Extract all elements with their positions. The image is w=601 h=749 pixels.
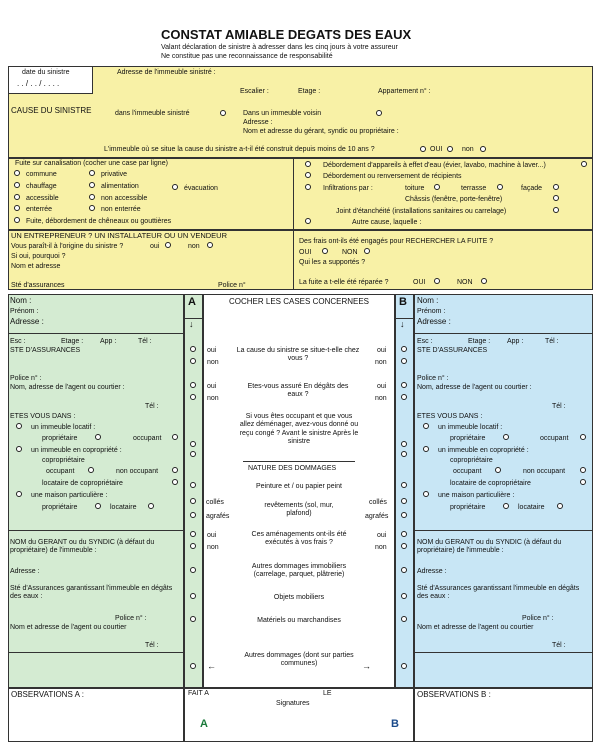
autre-cause-radio[interactable] (305, 218, 311, 224)
q2-a-non-radio[interactable] (190, 394, 196, 400)
address-label: Adresse de l'immeuble sinistré : (117, 69, 216, 76)
party-a-proprietaire-radio[interactable] (95, 434, 101, 440)
party-b-esc: Esc : (417, 338, 433, 345)
q3-b-apres-radio[interactable] (401, 451, 407, 457)
entrepreneur-police-label: Police n° (218, 282, 246, 289)
party-a-app: App : (100, 338, 117, 345)
fait-a-label: FAIT A (188, 690, 209, 697)
enterree-label: enterrée (26, 206, 53, 213)
party-a-adresse: Adresse : (10, 317, 44, 326)
party-a-adresse2: Adresse : (10, 568, 40, 575)
q2-a-oui-radio[interactable] (190, 382, 196, 388)
dix-ans-oui: OUI (430, 146, 443, 153)
materiels-label: Matériels ou marchandises (257, 617, 341, 624)
amenag-b-oui: oui (377, 532, 387, 539)
facade-label: façade (521, 185, 543, 192)
cocher-title: COCHER LES CASES CONCERNEES (228, 297, 370, 306)
party-b-non-occupant: non occupant (523, 468, 566, 475)
q1-label: La cause du sinistre se situe-t-elle chez vous ? (236, 347, 360, 363)
entrepreneur-non-radio[interactable] (207, 242, 213, 248)
objets-b-radio[interactable] (401, 593, 407, 599)
revetements-label: revêtements (sol, mur, plafond) (264, 502, 334, 518)
non-accessible-radio[interactable] (89, 194, 95, 200)
renversement-radio[interactable] (305, 172, 311, 178)
party-a-etage: Etage : (61, 338, 84, 345)
party-a-non-occupant: non occupant (116, 468, 159, 475)
party-a-maison-proprietaire: propriétaire (42, 504, 78, 511)
party-b-adresse: Adresse : (417, 317, 451, 326)
date-label: date du sinistre (22, 69, 70, 76)
revet-b-agrafes: agrafés (365, 513, 389, 520)
revet-a-agrafes-radio[interactable] (190, 512, 196, 518)
party-b-occupant: occupant (540, 435, 569, 442)
privative-label: privative (101, 171, 128, 178)
dix-ans-oui-radio[interactable] (420, 146, 426, 152)
party-b-proprietaire: propriétaire (450, 435, 486, 442)
autres-immo-a-radio[interactable] (190, 567, 196, 573)
alimentation-label: alimentation (101, 183, 139, 190)
autres-dommages-label: Autres dommages (dont sur parties communes) (244, 652, 354, 668)
q3-a-avant-radio[interactable] (190, 441, 196, 447)
party-b-etes: ETES VOUS DANS : (417, 413, 483, 420)
party-a-esc: Esc : (10, 338, 26, 345)
party-a-locataire-copro-radio[interactable] (172, 479, 178, 485)
autres-immo-b-radio[interactable] (401, 567, 407, 573)
party-b-ste: STE D'ASSURANCES (417, 347, 488, 354)
gerant-label: Nom et adresse du gérant, syndic ou propriétaire : (243, 128, 399, 135)
objets-a-radio[interactable] (190, 593, 196, 599)
dans-immeuble-label: dans l'immeuble sinistré (115, 110, 190, 117)
signatures-box (184, 688, 414, 742)
amenagements-label: Ces aménagements ont-ils été exécutés à vos frais ? (251, 531, 347, 547)
amenag-a-non-radio[interactable] (190, 543, 196, 549)
q2-label: Etes-vous assuré En dégâts des eaux ? (247, 383, 349, 399)
revet-a-colles: collés (206, 499, 224, 506)
q2-a-non: non (207, 395, 219, 402)
arrow-right-icon: → (362, 661, 371, 671)
party-a-ste-garant: Sté d'Assurances garantissant l'immeuble en dégâts des eaux : (10, 585, 173, 601)
amenag-a-non: non (207, 544, 219, 551)
frais-oui-radio[interactable] (322, 248, 328, 254)
q1-b-oui: oui (377, 347, 387, 354)
debordement-label: Débordement d'appareils à effet d'eau (évier, lavabo, machine à laver...) (323, 162, 546, 169)
form-subtitle-1: Valant déclaration de sinistre à adresser dans les cinq jours à votre assureur (161, 44, 398, 51)
joint-radio[interactable] (553, 207, 559, 213)
chassis-label: Châssis (fenêtre, porte-fenêtre) (405, 196, 503, 203)
signature-a-letter: A (200, 718, 208, 730)
privative-radio[interactable] (89, 170, 95, 176)
etage-label: Etage : (298, 88, 321, 95)
reparee-question: La fuite a t-elle été réparée ? (299, 279, 389, 286)
party-a-nom: Nom : (10, 296, 32, 305)
supportes-label: Qui les a supportés ? (299, 259, 366, 266)
party-b-maison-proprietaire-radio[interactable] (503, 503, 509, 509)
party-a-tel2: Tél : (145, 403, 159, 410)
party-b-tel2: Tél : (552, 403, 566, 410)
party-b-copro: un immeuble en copropriété : (438, 447, 529, 454)
entrepreneur-non: non (188, 243, 200, 250)
party-b-maison-proprietaire: propriétaire (450, 504, 486, 511)
materiels-b-radio[interactable] (401, 616, 407, 622)
terrasse-label: terrasse (461, 185, 487, 192)
party-b-copro-occupant-radio[interactable] (495, 467, 501, 473)
party-b-nom: Nom : (417, 296, 439, 305)
revet-a-colles-radio[interactable] (190, 498, 196, 504)
renversement-label: Débordement ou renversement de récipients (323, 173, 462, 180)
reparee-non: NON (457, 279, 473, 286)
party-a-non-occupant-radio[interactable] (172, 467, 178, 473)
party-b-check-column (395, 294, 414, 688)
party-b-etage: Etage : (468, 338, 491, 345)
autres-dommages-immobiliers-label: Autres dommages immobiliers (carrelage, parquet, plâtrerie) (251, 563, 347, 579)
observations-b-label: OBSERVATIONS B : (417, 690, 491, 699)
party-a-prenom: Prénom : (10, 308, 39, 315)
frais-non: NON (342, 249, 358, 256)
party-a-letter: A (188, 296, 196, 308)
amenag-a-oui-radio[interactable] (190, 531, 196, 537)
party-b-locataire: locataire (518, 504, 545, 511)
party-b-nom-gerant: NOM du GERANT ou du SYNDIC (à défaut du propriétaire) de l'immeuble : (417, 539, 562, 555)
party-b-maison: une maison particulière : (438, 492, 515, 499)
peinture-label: Peinture et / ou papier peint (255, 483, 342, 490)
party-b-adresse2: Adresse : (417, 568, 447, 575)
reparee-oui-radio[interactable] (434, 278, 440, 284)
infiltrations-label: Infiltrations par : (323, 185, 373, 192)
party-a-copro-radio[interactable] (16, 446, 22, 452)
party-a-tel: Tél : (138, 338, 152, 345)
le-label: LE (323, 690, 332, 697)
party-a-ste: STE D'ASSURANCES (10, 347, 81, 354)
q3-b-avant-radio[interactable] (401, 441, 407, 447)
observations-a-label: OBSERVATIONS A : (11, 690, 84, 699)
q2-b-non: non (375, 395, 387, 402)
party-b-prenom: Prénom : (417, 308, 446, 315)
alimentation-radio[interactable] (89, 182, 95, 188)
party-a-locataire-radio[interactable] (148, 503, 154, 509)
party-a-occupant: occupant (133, 435, 162, 442)
entrepreneur-question: Vous paraît-il à l'origine du sinistre ? (11, 243, 124, 250)
non-enterree-radio[interactable] (89, 205, 95, 211)
materiels-a-radio[interactable] (190, 616, 196, 622)
revet-b-colles: collés (369, 499, 387, 506)
party-b-app: App : (507, 338, 524, 345)
peinture-a-radio[interactable] (190, 482, 196, 488)
q1-b-non-radio[interactable] (401, 358, 407, 364)
q2-b-oui-radio[interactable] (401, 382, 407, 388)
toiture-radio[interactable] (434, 184, 440, 190)
q2-b-oui: oui (377, 383, 387, 390)
entrepreneur-ste-label: Sté d'assurances (11, 282, 65, 289)
appartement-label: Appartement n° : (378, 88, 431, 95)
party-a-copro-occupant-radio[interactable] (88, 467, 94, 473)
evacuation-radio[interactable] (172, 184, 178, 190)
adresse-voisin-label: Adresse : (243, 119, 273, 126)
reparee-non-radio[interactable] (481, 278, 487, 284)
party-a-copro: un immeuble en copropriété : (31, 447, 122, 454)
pourquoi-label: Si oui, pourquoi ? (11, 253, 66, 260)
party-b-copro-radio[interactable] (423, 446, 429, 452)
party-a-occupant-radio[interactable] (172, 434, 178, 440)
q1-b-non: non (375, 359, 387, 366)
party-a-maison: une maison particulière : (31, 492, 108, 499)
revet-b-agrafes-radio[interactable] (401, 512, 407, 518)
party-b-maison-radio[interactable] (423, 491, 429, 497)
debordement-radio-right[interactable] (581, 161, 587, 167)
cheneaux-radio[interactable] (14, 217, 20, 223)
dix-ans-non: non (462, 146, 474, 153)
dix-ans-question: L'immeuble où se situe la cause du sinistre a-t-il été construit depuis moins de 10 ans ? (104, 146, 375, 153)
party-a-proprietaire: propriétaire (42, 435, 78, 442)
revet-b-colles-radio[interactable] (401, 498, 407, 504)
entrepreneur-title: UN ENTREPRENEUR ? UN INSTALLATEUR OU UN VENDEUR (11, 231, 228, 240)
voisin-radio[interactable] (376, 110, 382, 116)
reparee-oui: OUI (413, 279, 426, 286)
party-a-police2: Police n° : (115, 615, 147, 622)
terrasse-radio[interactable] (497, 184, 503, 190)
arrow-down-b-icon: ↓ (400, 319, 405, 329)
debordement-radio[interactable] (305, 161, 311, 167)
q1-a-non-radio[interactable] (190, 358, 196, 364)
fuite-label: Fuite sur canalisation (cocher une case par ligne) (15, 160, 168, 167)
enterree-radio[interactable] (14, 205, 20, 211)
entrepreneur-nom-label: Nom et adresse (11, 263, 61, 270)
party-a-etes: ETES VOUS DANS : (10, 413, 76, 420)
party-b-locatif-radio[interactable] (423, 423, 429, 429)
party-b-agent2: Nom et adresse de l'agent ou courtier (417, 624, 534, 631)
party-a-copro-occupant: occupant (46, 468, 75, 475)
dix-ans-non-radio[interactable] (480, 146, 486, 152)
party-b-ste-garant: Sté d'Assurances garantissant l'immeuble en dégâts des eaux : (417, 585, 580, 601)
cheneaux-label: Fuite, débordement de chêneaux ou gouttières (26, 218, 172, 225)
party-a-tel3: Tél : (145, 642, 159, 649)
party-a-nom-gerant: NOM du GERANT ou du SYNDIC (à défaut du propriétaire) de l'immeuble : (10, 539, 155, 555)
party-a-maison-proprietaire-radio[interactable] (95, 503, 101, 509)
party-b-tel: Tél : (545, 338, 559, 345)
evacuation-label: évacuation (184, 185, 218, 192)
revet-a-agrafes: agrafés (206, 513, 230, 520)
party-b-police: Police n° : (417, 375, 449, 382)
party-b-non-occupant-radio[interactable] (580, 467, 586, 473)
amenag-b-non: non (375, 544, 387, 551)
party-b-agent: Nom, adresse de l'agent ou courtier : (417, 384, 532, 391)
toiture-label: toiture (405, 185, 425, 192)
chauffage-label: chauffage (26, 183, 57, 190)
party-a-coproprietaire: copropriétaire (42, 457, 85, 464)
amenag-b-oui-radio[interactable] (401, 531, 407, 537)
nature-dommages-title: NATURE DES DOMMAGES (248, 465, 337, 472)
autres-a-radio[interactable] (190, 663, 196, 669)
party-b-proprietaire-radio[interactable] (503, 434, 509, 440)
dans-immeuble-radio[interactable] (220, 110, 226, 116)
commune-label: commune (26, 171, 57, 178)
frais-oui: OUI (299, 249, 312, 256)
q1-a-oui: oui (207, 347, 217, 354)
cause-title: CAUSE DU SINISTRE (11, 106, 92, 115)
q1-b-oui-radio[interactable] (401, 346, 407, 352)
entrepreneur-oui-radio[interactable] (165, 242, 171, 248)
non-accessible-label: non accessible (101, 195, 148, 202)
facade-radio[interactable] (553, 184, 559, 190)
chassis-radio[interactable] (553, 195, 559, 201)
party-b-tel3: Tél : (552, 642, 566, 649)
date-field[interactable]: . . / . . / . . . . (17, 79, 60, 88)
party-a-locataire-copro: locataire de copropriétaire (42, 480, 123, 487)
autres-b-radio[interactable] (401, 663, 407, 669)
objets-mobiliers-label: Objets mobiliers (273, 594, 325, 601)
q2-b-non-radio[interactable] (401, 394, 407, 400)
amenag-a-oui: oui (207, 532, 217, 539)
party-a-locatif: un immeuble locatif : (31, 424, 96, 431)
peinture-b-radio[interactable] (401, 482, 407, 488)
signature-b-letter: B (391, 718, 399, 730)
q1-a-non: non (207, 359, 219, 366)
form-title: CONSTAT AMIABLE DEGATS DES EAUX (161, 27, 412, 42)
party-b-letter: B (399, 296, 407, 308)
accessible-label: accessible (26, 195, 59, 202)
escalier-label: Escalier : (240, 88, 269, 95)
party-a-agent: Nom, adresse de l'agent ou courtier : (10, 384, 125, 391)
amenag-b-non-radio[interactable] (401, 543, 407, 549)
party-b-locataire-radio[interactable] (557, 503, 563, 509)
q2-a-oui: oui (207, 383, 217, 390)
q3-a-apres-radio[interactable] (190, 451, 196, 457)
form-subtitle-2: Ne constitue pas une reconnaissance de responsabilité (161, 53, 333, 60)
arrow-down-a-icon: ↓ (189, 319, 194, 329)
joint-label: Joint d'étanchéité (installations sanitaires ou carrelage) (336, 208, 507, 215)
infiltrations-radio[interactable] (305, 184, 311, 190)
party-b-copro-occupant: occupant (453, 468, 482, 475)
signatures-label: Signatures (276, 700, 310, 707)
party-a-police: Police n° : (10, 375, 42, 382)
party-b-locataire-copro: locataire de copropriétaire (450, 480, 531, 487)
entrepreneur-oui: oui (150, 243, 160, 250)
party-a-locatif-radio[interactable] (16, 423, 22, 429)
frais-question: Des frais ont-ils été engagés pour RECHERCHER LA FUITE ? (299, 238, 494, 245)
non-enterree-label: non enterrée (101, 206, 141, 213)
commune-radio[interactable] (14, 170, 20, 176)
party-b-occupant-radio[interactable] (580, 434, 586, 440)
accessible-radio[interactable] (14, 194, 20, 200)
autre-cause-label: Autre cause, laquelle : (352, 219, 422, 226)
party-a-agent2: Nom et adresse de l'agent ou courtier (10, 624, 127, 631)
frais-non-radio[interactable] (364, 248, 370, 254)
party-b-coproprietaire: copropriétaire (450, 457, 493, 464)
q1-a-oui-radio[interactable] (190, 346, 196, 352)
party-a-check-column (184, 294, 203, 688)
party-a-locataire: locataire (110, 504, 137, 511)
party-b-locatif: un immeuble locatif : (438, 424, 503, 431)
chauffage-radio[interactable] (14, 182, 20, 188)
dix-ans-oui-radio-2[interactable] (447, 146, 453, 152)
party-b-locataire-copro-radio[interactable] (580, 479, 586, 485)
voisin-label: Dans un immeuble voisin (243, 110, 322, 117)
q3-label: Si vous êtes occupant et que vous allez déménager, avez-vous donné ou reçu congé ? Avant le sinistre Après le sinistre (239, 413, 359, 446)
party-a-maison-radio[interactable] (16, 491, 22, 497)
arrow-left-icon: ← (207, 661, 216, 671)
party-b-police2: Police n° : (522, 615, 554, 622)
